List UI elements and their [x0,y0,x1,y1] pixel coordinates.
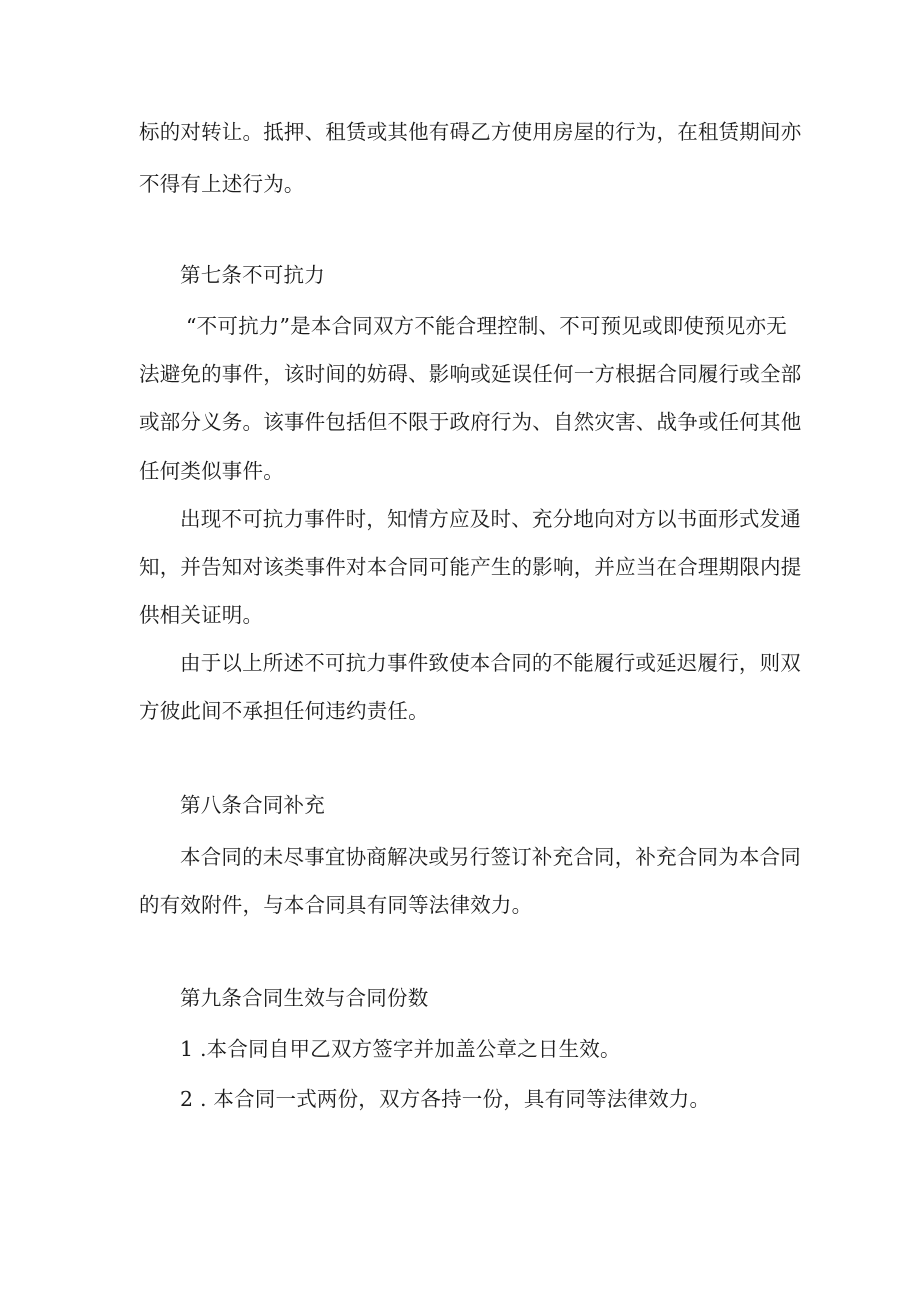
article9-item-1: 1 .本合同自甲乙双方签字并加盖公章之日生效。 [180,1037,621,1061]
article7-para2-line-3: 供相关证明。 [139,603,264,627]
article7-para1-line-2: 法避免的事件，该时间的妨碍、影响或延误任何一方根据合同履行或全部 [139,362,802,386]
article7-para2-line-2: 知，并告知对该类事件对本合同可能产生的影响，并应当在合理期限内提 [139,555,802,579]
article9-item-2: 2 . 本合同一式两份，双方各持一份，具有同等法律效力。 [180,1087,711,1111]
intro-line-2: 不得有上述行为。 [139,172,305,196]
article7-para2-line-1: 出现不可抗力事件时，知情方应及时、充分地向对方以书面形式发通 [180,507,801,531]
article8-heading: 第八条合同补充 [180,793,325,817]
intro-line-1: 标的对转让。抵押、租赁或其他有碍乙方使用房屋的行为，在租赁期间亦 [139,120,802,144]
article7-para1-line-1: “不可抗力”是本合同双方不能合理控制、不可预见或即使预见亦无 [186,314,787,338]
article8-para1-line-2: 的有效附件，与本合同具有同等法律效力。 [139,893,533,917]
article8-para1-line-1: 本合同的未尽事宜协商解决或另行签订补充合同，补充合同为本合同 [180,845,801,869]
article9-heading: 第九条合同生效与合同份数 [180,986,429,1010]
article7-para3-line-2: 方彼此间不承担任何违约责任。 [139,699,429,723]
article7-para3-line-1: 由于以上所述不可抗力事件致使本合同的不能履行或延迟履行，则双 [180,651,801,675]
article7-para1-line-3: 或部分义务。该事件包括但不限于政府行为、自然灾害、战争或任何其他 [139,410,802,434]
article7-para1-line-4: 任何类似事件。 [139,459,284,483]
article7-heading: 第七条不可抗力 [180,263,325,287]
